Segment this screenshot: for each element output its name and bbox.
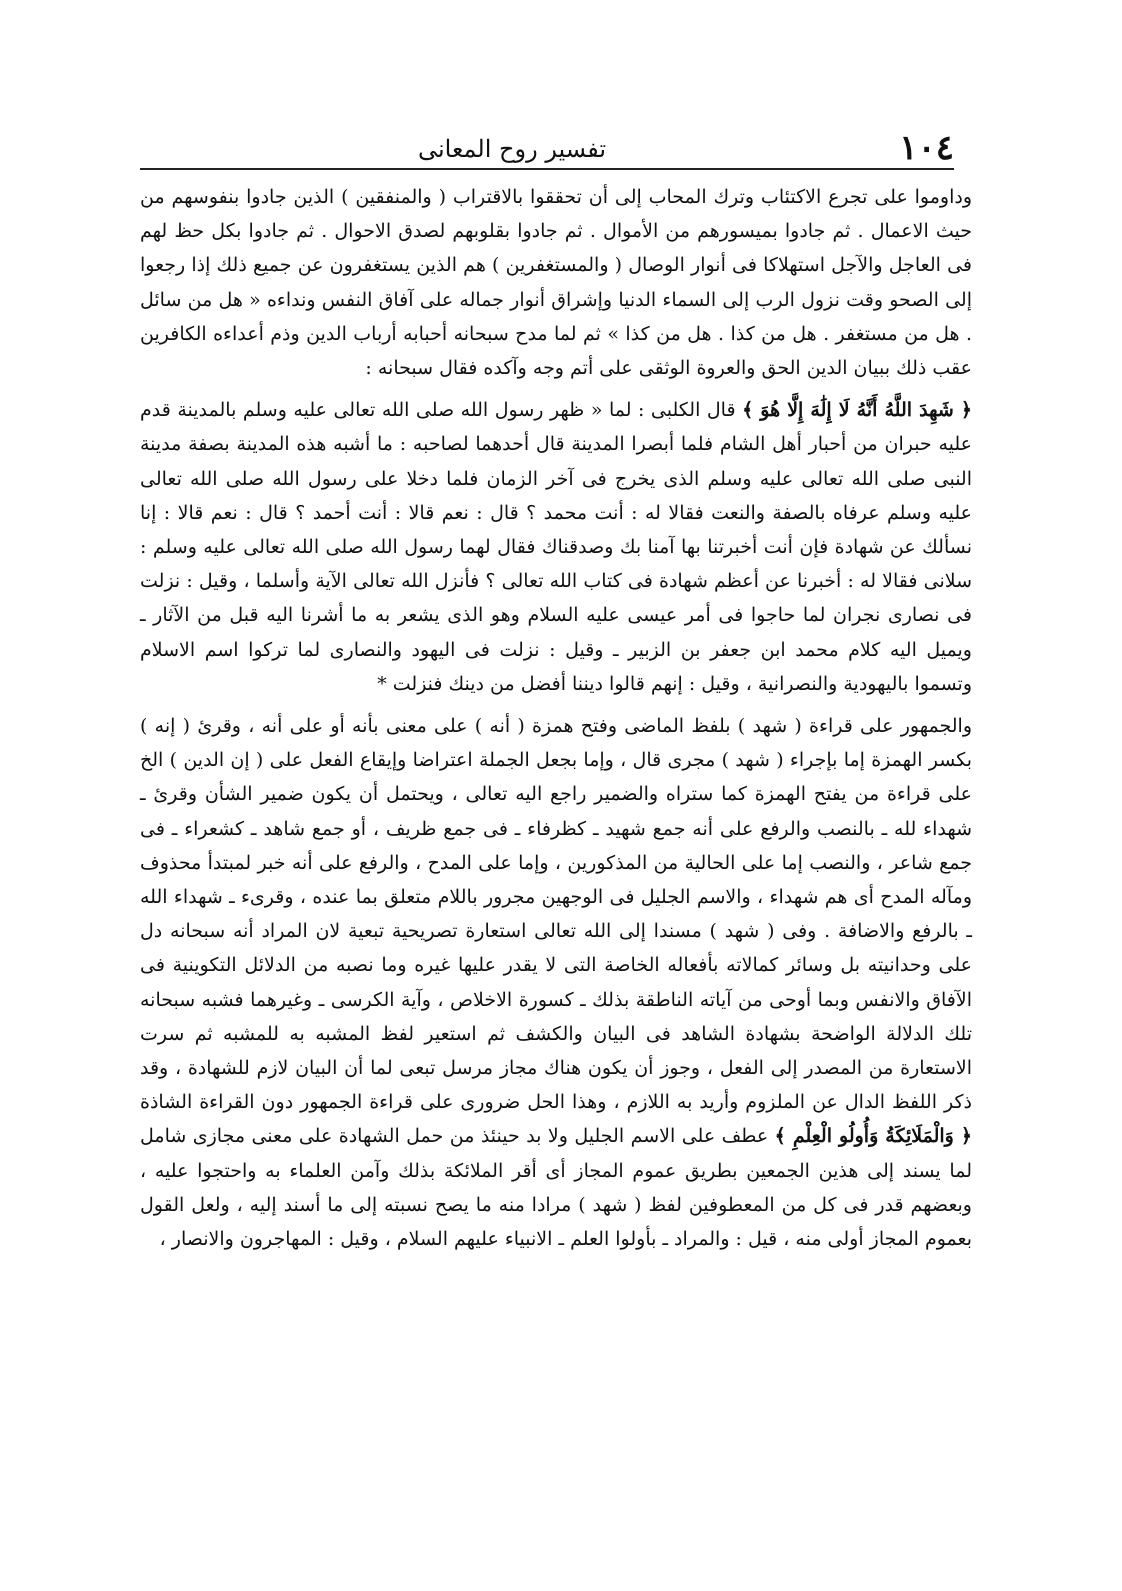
paragraph-text: عطف على الاسم الجليل ولا بد حينئذ من حمل الشهادة على معنى مجازى شامل لما يسند إلى هذين الجمعين بطريق عموم المجاز أى أقر الملائكة بذلك وآمن العلماء به واحتجوا عليه ، وبعضهم قدر فى كل من المعطوفين لفظ ( شهد ) مرادا منه ما يصح نسبته إلى ما أسند إليه ، ولعل القول بعموم المجاز أولى منه ، قيل : والمراد ـ بأولوا العلم ـ الانبياء عليهم السلام ، وقيل : المهاجرون والانصار ، (140, 1125, 972, 1251)
header-divider (140, 168, 954, 170)
paragraph-text: قال الكلبى : لما « ظهر رسول الله صلى الله تعالى عليه وسلم بالمدينة قدم عليه حبران من أحبار أهل الشام فلما أبصرا المدينة قال أحدهما لصاحبه : ما أشبه هذه المدينة بصفة مدينة النبى صلى الله تعالى عليه وسلم الذى يخرج فى آخر الزمان فلما دخلا على رسول الله صلى الله تعالى عليه وسلم عرفاه بالصفة والنعت فقالا له : أنت محمد ؟ قال : نعم قالا : أنت أحمد ؟ قال : نعم قالا : إنا نسألك عن شهادة فإن أنت أخبرتنا بها آمنا بك وصدقناك فقال لهما رسول الله صلى الله تعالى عليه وسلم : سلانى فقالا له : أخبرنا عن أعظم شهادة فى كتاب الله تعالى ؟ فأنزل الله تعالى الآية وأسلما ، وقيل : نزلت فى نصارى نجران لما حاجوا فى أمر عيسى عليه السلام وهو الذى يشعر به ما أشرنا اليه قبل من الآثار ـ ويميل اليه كلام محمد ابن جعفر بن الزبير ـ وقيل : نزلت فى اليهود والنصارى لما تركوا اسم الاسلام وتسموا باليهودية والنصرانية ، وقيل : إنهم قالوا ديننا أفضل من دينك فنزلت * (140, 399, 972, 695)
quran-verse: ﴿ وَالْمَلَائِكَةُ وَأُولُو الْعِلْمِ ﴾ (774, 1125, 972, 1148)
paragraph (140, 393, 972, 701)
paragraph (140, 709, 972, 1256)
quran-verse: ﴿ شَهِدَ اللَّهُ أَنَّهُ لَا إِلَٰهَ إِلَّا هُوَ ﴾ (742, 399, 972, 422)
paragraph-text: وداوموا على تجرع الاكتئاب وترك المحاب إلى أن تحققوا بالاقتراب ( والمنفقين ) الذين جادوا بنفوسهم من حيث الاعمال . ثم جادوا بميسورهم من الأموال . ثم جادوا بقلوبهم لصدق الاحوال . ثم جادوا بكل حظ لهم فى العاجل والآجل استهلاكا فى أنوار الوصال ( والمستغفرين ) هم الذين يستغفرون عن جميع ذلك إذا رجعوا إلى الصحو وقت نزول الرب إلى السماء الدنيا وإشراق أنوار جماله على آفاق النفس ونداءه « هل من سائل . هل من مستغفر . هل من كذا . هل من كذا » ثم لما مدح سبحانه أحبابه أرباب الدين وذم أعداءه الكافرين عقب ذلك ببيان الدين الحق والعروة الوثقى على أتم وجه وآكده فقال سبحانه : (140, 186, 972, 380)
body-text (140, 180, 972, 1256)
paragraph-text: والجمهور على قراءة ( شهد ) بلفظ الماضى وفتح همزة ( أنه ) على معنى بأنه أو على أنه ، وقرئ ( إنه ) بكسر الهمزة إما بإجراء ( شهد ) مجرى قال ، وإما بجعل الجملة اعتراضا وإيقاع الفعل على ( إن الدين ) الخ على قراءة من يفتح الهمزة كما ستراه والضمير راجع اليه تعالى ، ويحتمل أن يكون ضمير الشأن وقرئ ـ شهداء لله ـ بالنصب والرفع على أنه جمع شهيد ـ كظرفاء ـ فى جمع ظريف ، أو جمع شاهد ـ كشعراء ـ فى جمع شاعر ، والنصب إما على الحالية من المذكورين ، وإما على المدح ، والرفع على أنه خبر لمبتدأ محذوف ومآله المدح أى هم شهداء ، والاسم الجليل فى الوجهين مجرور باللام متعلق بما عنده ، وقرىء ـ شهداء الله ـ بالرفع والاضافة . وفى ( شهد ) مسندا إلى الله تعالى استعارة تصريحية تبعية لان المراد أنه سبحانه دل على وحدانيته بل وسائر كمالاته بأفعاله الخاصة التى لا يقدر عليها غيره وما نصبه من الدلائل التكوينية فى الآفاق والانفس وبما أوحى من آياته الناطقة بذلك ـ كسورة الاخلاص ، وآية الكرسى ـ وغيرهما فشبه سبحانه تلك الدلالة الواضحة بشهادة الشاهد فى البيان والكشف ثم استعير لفظ المشبه به للمشبه ثم سرت الاستعارة من المصدر إلى الفعل ، وجوز أن يكون هناك مجاز مرسل تبعى لما أن البيان لازم للشهادة ، وقد ذكر اللفظ الدال عن الملزوم وأريد به اللازم ، وهذا الحل ضرورى على قراءة الجمهور دون القراءة الشاذة (140, 715, 972, 1114)
paragraph (140, 180, 972, 385)
page-number: ١٠٤ (899, 128, 954, 168)
running-title: تفسير روح المعانى (417, 135, 607, 163)
